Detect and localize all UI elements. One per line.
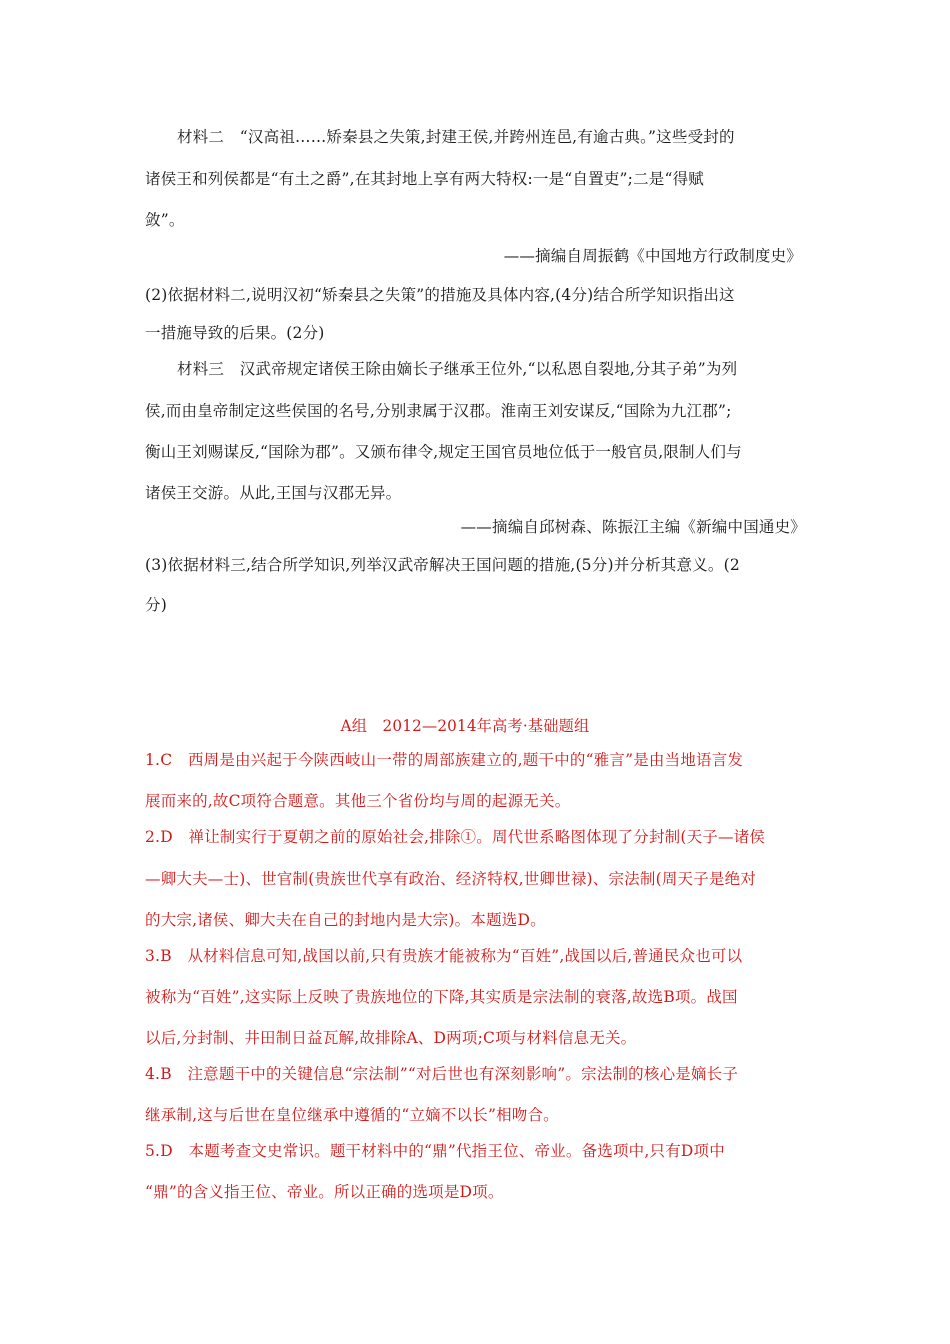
answer-line-2: 展而来的,故C项符合题意。其他三个省份均与周的起源无关。	[145, 792, 571, 810]
answer-line-12: “鼎”的含义指王位、帝业。所以正确的选项是D项。	[145, 1183, 504, 1201]
answer-line-4: —卿大夫—士)、世官制(贵族世代享有政治、经济特权,世卿世禄)、宗法制(周天子是绝对	[145, 870, 757, 888]
answer-line-5: 的大宗,诸侯、卿大夫在自己的封地内是大宗)。本题选D。	[145, 911, 546, 929]
material3-line-2: 侯,而由皇帝制定这些侯国的名号,分别隶属于汉郡。淮南王刘安谋反,“国除为九江郡”;	[145, 402, 732, 420]
material2-line-2: 诸侯王和列侯都是“有土之爵”,在其封地上享有两大特权:一是“自置吏”;二是“得赋	[145, 170, 704, 188]
answers-heading: A组 2012—2014年高考·基础题组	[340, 717, 590, 735]
answer-line-6: 3.B 从材料信息可知,战国以前,只有贵族才能被称为“百姓”,战国以后,普通民众也可以	[145, 947, 743, 965]
question2-line-1: (2)依据材料二,说明汉初“矫秦县之失策”的措施及具体内容,(4分)结合所学知识指出这	[145, 286, 735, 304]
material2-source: ——摘编自周振鹤《中国地方行政制度史》	[503, 247, 802, 265]
answer-line-11: 5.D 本题考查文史常识。题干材料中的“鼎”代指王位、帝业。备选项中,只有D项中	[145, 1142, 725, 1160]
question3-line-2: 分)	[145, 596, 167, 614]
question2-line-2: 一措施导致的后果。(2分)	[145, 324, 325, 342]
material3-source: ——摘编自邱树森、陈振江主编《新编中国通史》	[460, 518, 806, 536]
material3-line-4: 诸侯王交游。从此,王国与汉郡无异。	[145, 484, 402, 502]
material3-line-3: 衡山王刘赐谋反,“国除为郡”。又颁布律令,规定王国官员地位低于一般官员,限制人们与	[145, 443, 742, 461]
answer-line-9: 4.B 注意题干中的关键信息“宗法制”“对后世也有深刻影响”。宗法制的核心是嫡长子	[145, 1065, 739, 1083]
material2-line-3: 敛”。	[145, 211, 185, 229]
material2-line-1: 材料二 “汉高祖……矫秦县之失策,封建王侯,并跨州连邑,有逾古典。”这些受封的	[177, 128, 735, 146]
answer-line-8: 以后,分封制、井田制日益瓦解,故排除A、D两项;C项与材料信息无关。	[145, 1029, 637, 1047]
answer-line-10: 继承制,这与后世在皇位继承中遵循的“立嫡不以长”相吻合。	[145, 1106, 559, 1124]
material3-line-1: 材料三 汉武帝规定诸侯王除由嫡长子继承王位外,“以私恩自裂地,分其子弟”为列	[177, 360, 738, 378]
question3-line-1: (3)依据材料三,结合所学知识,列举汉武帝解决王国问题的措施,(5分)并分析其意义。(2	[145, 556, 740, 574]
answer-line-3: 2.D 禅让制实行于夏朝之前的原始社会,排除①。周代世系略图体现了分封制(天子—诸侯	[145, 828, 766, 846]
answer-line-1: 1.C 西周是由兴起于今陕西岐山一带的周部族建立的,题干中的“雅言”是由当地语言发	[145, 751, 744, 769]
answer-line-7: 被称为“百姓”,这实际上反映了贵族地位的下降,其实质是宗法制的衰落,故选B项。战国	[145, 988, 738, 1006]
